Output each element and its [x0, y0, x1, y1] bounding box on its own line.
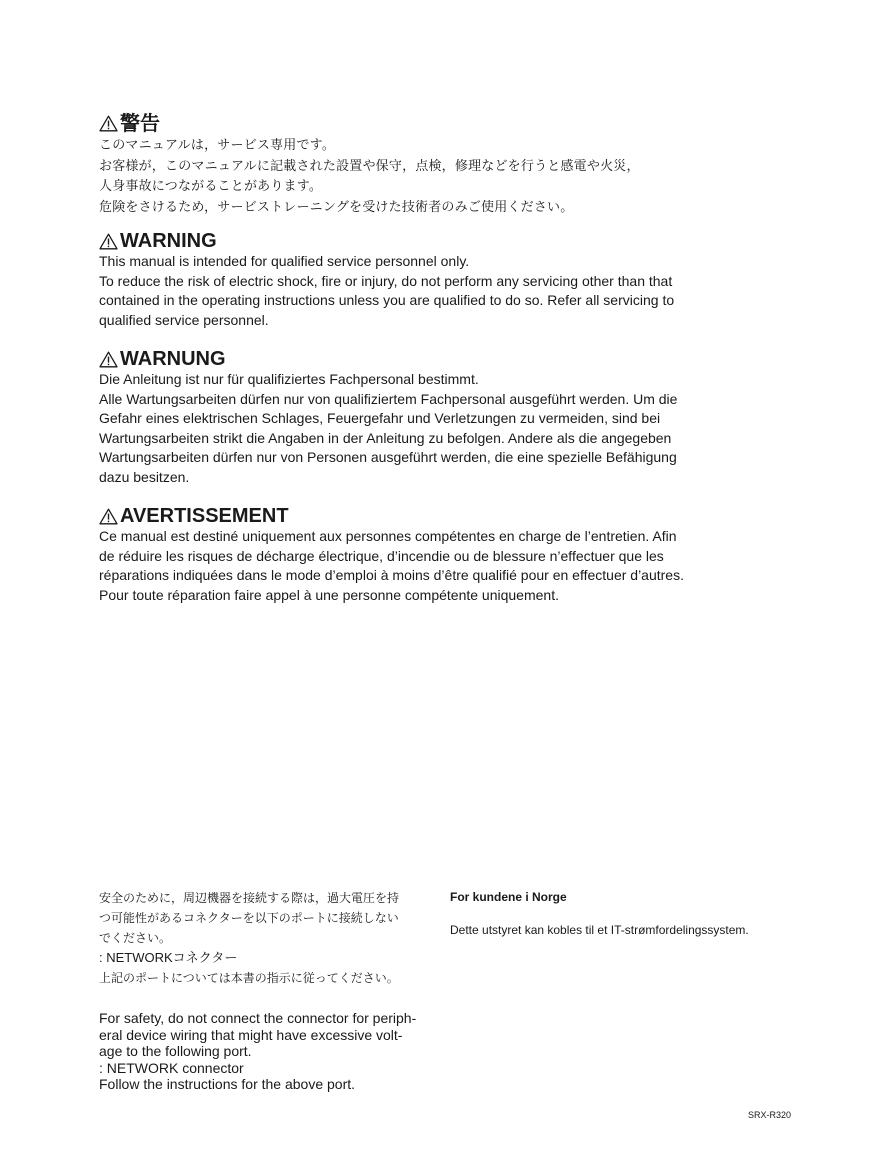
warning-line: This manual is intended for qualified service personnel only.: [99, 253, 470, 269]
warning-section-en: [99, 230, 739, 330]
notice-line: でください。: [99, 931, 172, 945]
warning-heading-text: 警告: [120, 111, 160, 135]
notice-line: : NETWORK connector: [99, 1059, 244, 1076]
warning-heading-ja: [99, 112, 739, 134]
connector-notice-ja: [99, 888, 439, 988]
warning-line: réparations indiquées dans le mode d’emploi à moins d’être qualifié pour en effectuer d’autres.: [99, 567, 684, 584]
warning-body-de: [99, 370, 739, 488]
notice-line: : NETWORKコネクター: [99, 950, 238, 965]
warning-line: 人身事故につながることがあります。: [99, 179, 323, 194]
warning-body-ja: [99, 136, 739, 218]
notice-line: 安全のために，周辺機器を接続する際は，過大電圧を持: [99, 891, 400, 905]
warning-heading-en: [99, 230, 739, 252]
warning-triangle-icon: [99, 508, 118, 525]
warning-line: Ce manual est destiné uniquement aux personnes compétentes en charge de l’entretien. Afin: [99, 528, 677, 544]
warning-line: このマニュアルは，サービス専用です。: [99, 138, 336, 153]
warning-heading-text: AVERTISSEMENT: [120, 505, 289, 527]
warning-line: Alle Wartungsarbeiten dürfen nur von qualifiziertem Fachpersonal ausgeführt werden. Um die: [99, 390, 678, 407]
warning-line: To reduce the risk of electric shock, fire or injury, do not perform any servicing other than that: [99, 272, 673, 289]
warning-section-de: [99, 348, 739, 488]
warning-heading-text: WARNING: [120, 230, 217, 252]
warning-heading-text: WARNUNG: [120, 348, 226, 370]
warning-line: contained in the operating instructions unless you are qualified to do so. Refer all servicing to: [99, 292, 675, 309]
model-code: SRX-R320: [748, 1110, 792, 1120]
connector-notice-en: [99, 1010, 439, 1093]
warning-section-ja: [99, 112, 739, 218]
warning-section-fr: [99, 505, 739, 605]
warning-body-fr: [99, 527, 739, 605]
warning-line: Die Anleitung ist nur für qualifiziertes Fachpersonal bestimmt.: [99, 371, 479, 387]
warning-body-en: [99, 252, 739, 330]
warning-line: Gefahr eines elektrischen Schlages, Feuergefahr und Verletzungen zu vermeiden, sind bei: [99, 410, 661, 427]
warning-triangle-icon: [99, 233, 118, 250]
warning-heading-fr: [99, 505, 739, 527]
warning-heading-de: [99, 348, 739, 370]
warning-line: qualified service personnel.: [99, 311, 269, 328]
norway-notice-title: For kundene i Norge: [450, 890, 567, 904]
warning-triangle-icon: [99, 351, 118, 368]
notice-line: For safety, do not connect the connector for periph-: [99, 1010, 417, 1026]
notice-line: つ可能性があるコネクターを以下のポートに接続しない: [99, 911, 399, 925]
norway-notice: [450, 889, 810, 938]
norway-notice-text: Dette utstyret kan kobles til et IT-strømfordelingssystem.: [450, 923, 749, 937]
warning-line: Pour toute réparation faire appel à une personne compétente uniquement.: [99, 586, 559, 603]
warning-triangle-icon: [99, 115, 118, 132]
warning-line: Wartungsarbeiten dürfen nur von Personen ausgeführt werden, die eine spezielle Befähigung: [99, 449, 677, 466]
notice-line: age to the following port.: [99, 1043, 252, 1059]
notice-line: 上記のポートについては本書の指示に従ってください。: [99, 971, 399, 985]
notice-line: eral device wiring that might have excessive volt-: [99, 1026, 403, 1043]
warning-line: お客様が，このマニュアルに記載された設置や保守，点検，修理などを行うと感電や火災，: [99, 158, 640, 174]
connector-notice: [99, 888, 439, 1093]
notice-line: Follow the instructions for the above port.: [99, 1076, 356, 1092]
warning-line: Wartungsarbeiten strikt die Angaben in der Anleitung zu befolgen. Andere als die angegeben: [99, 429, 672, 446]
warning-line: 危険をさけるため，サービストレーニングを受けた技術者のみご使用ください。: [99, 199, 574, 215]
warning-line: dazu besitzen.: [99, 468, 190, 485]
warning-line: de réduire les risques de décharge électrique, d’incendie ou de blessure n’effectuer que les: [99, 547, 664, 564]
